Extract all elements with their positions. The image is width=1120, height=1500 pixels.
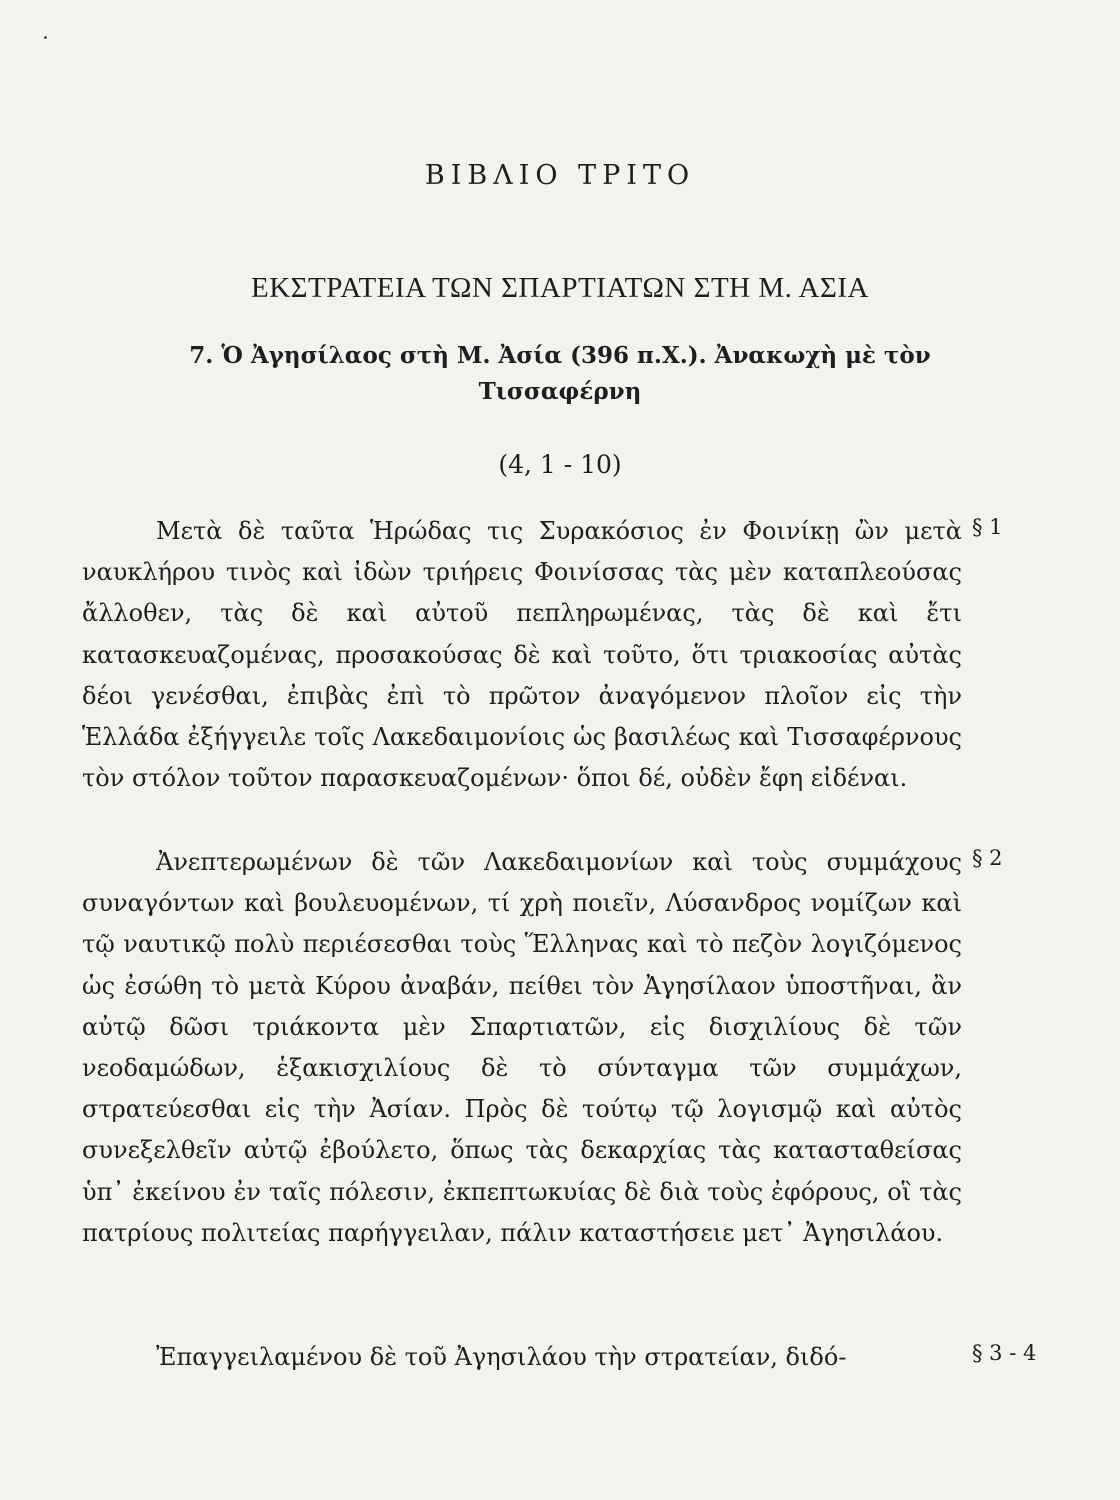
paragraph-1: Μετὰ δὲ ταῦτα Ἡρώδας τις Συρακόσιος ἐν Φοινίκῃ ὢν μετὰ ναυκλήρου τινὸς καὶ ἰδὼν τριήρεις Φοινίσσας τὰς μὲν καταπλεούσας ἄλλοθεν, τὰς δὲ καὶ αὐτοῦ πεπληρωμένας, τὰς δὲ καὶ ἔτι κατασκευαζομένας, προσακούσας δὲ καὶ τοῦτο, ὅτι τριακοσίας αὐτὰς δέοι γενέσθαι, ἐπιβὰς ἐπὶ τὸ πρῶτον ἀναγόμενον πλοῖον εἰς τὴν Ἑλλάδα ἐξήγγειλε τοῖς Λακεδαιμονίοις ὡς βασιλέως καὶ Τισσαφέρνους τὸν στόλον τοῦτον παρασκευαζομένων· ὅποι δέ, οὐδὲν ἔφη εἰδέναι. — [82, 517, 962, 793]
passage-reference: (4, 1 - 10) — [498, 450, 622, 479]
margin-section-number-3: § 3 - 4 — [972, 1341, 1037, 1365]
paragraph-2: Ἀνεπτερωμένων δὲ τῶν Λακεδαιμονίων καὶ τοὺς συμμάχους συναγόντων καὶ βουλευομένων, τί χρὴ ποιεῖν, Λύσανδρος νομίζων καὶ τῷ ναυτικῷ πολὺ περιέσεσθαι τοὺς Ἕλληνας καὶ τὸ πεζὸν λογιζόμενος ὡς ἐσώθη τὸ μετὰ Κύρου ἀναβάν, πείθει τὸν Ἀγησίλαον ὑποστῆναι, ἂν αὐτῷ δῶσι τριάκοντα μὲν Σπαρτιατῶν, εἰς δισχιλίους δὲ τῶν νεοδαμώδων, ἑξακισχιλίους δὲ τὸ σύνταγμα τῶν συμμάχων, στρατεύεσθαι εἰς τὴν Ἀσίαν. Πρὸς δὲ τούτῳ τῷ λογισμῷ καὶ αὐτὸς συνεξελθεῖν αὐτῷ ἐβούλετο, ὅπως τὰς δεκαρχίας τὰς κατασταθείσας ὑπ᾽ ἐκείνου ἐν ταῖς πόλεσιν, ἐκπεπτωκυίας δὲ διὰ τοὺς ἐφόρους, οἳ τὰς πατρίους πολιτείας παρήγγειλαν, πάλιν καταστήσειε μετ᾽ Ἀγησιλάου. — [82, 848, 962, 1247]
section-heading: 7. Ὁ Ἀγησίλαος στὴ Μ. Ἀσία (396 π.Χ.). Ἀνακωχὴ μὲ τὸν Τισσαφέρνη — [189, 342, 931, 405]
paragraph-3: Ἐπαγγειλαμένου δὲ τοῦ Ἀγησιλάου τὴν στρατείαν, διδό- — [156, 1343, 847, 1371]
margin-section-number-2: § 2 — [972, 846, 1003, 870]
book-title: ΒΙΒΛΙΟ ΤΡΙΤΟ — [424, 160, 696, 191]
page-speck — [44, 36, 47, 39]
margin-section-number-1: § 1 — [972, 515, 1003, 539]
chapter-title: ΕΚΣΤΡΑΤΕΙΑ ΤΩΝ ΣΠΑΡΤΙΑΤΩΝ ΣΤΗ Μ. ΑΣΙΑ — [251, 272, 869, 304]
